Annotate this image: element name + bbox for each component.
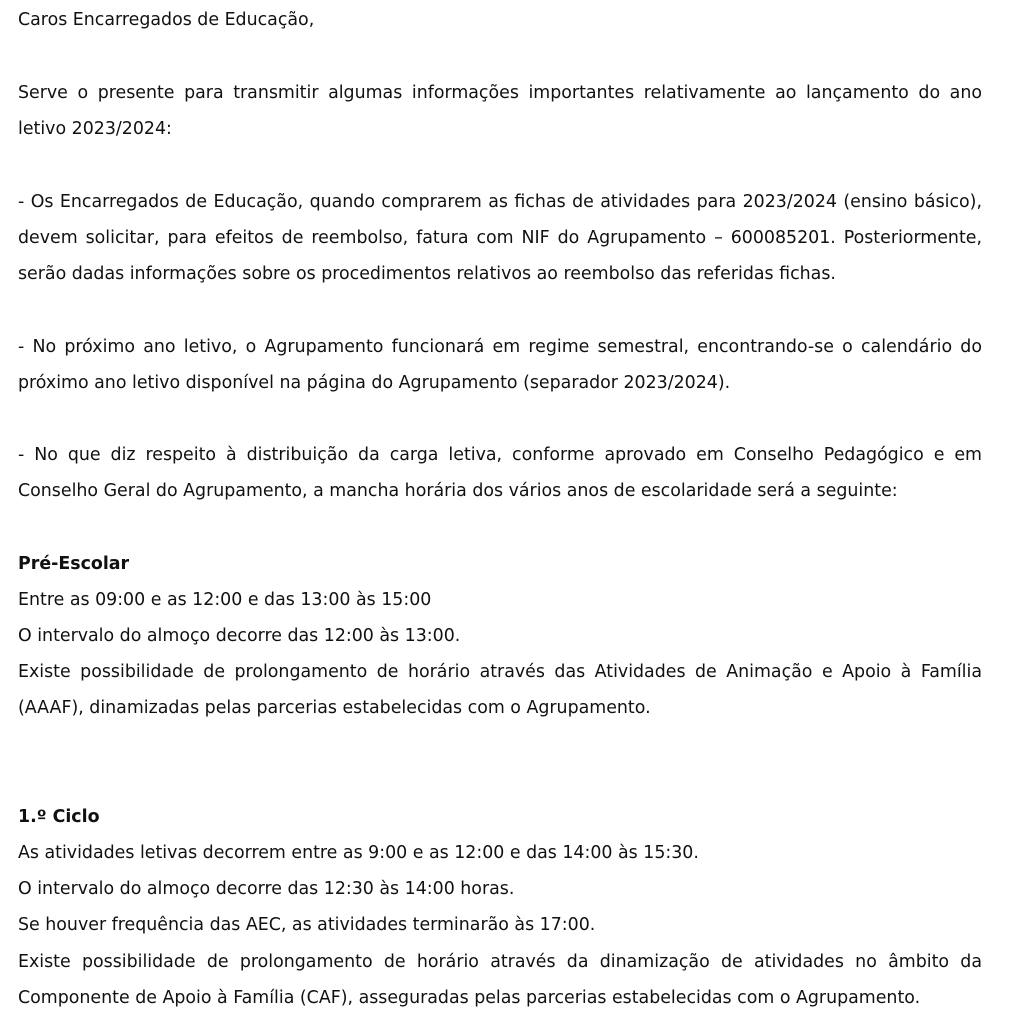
greeting: Caros Encarregados de Educação, <box>18 10 315 30</box>
item-fichas-line-1: - Os Encarregados de Educação, quando comprarem as fichas de atividades para 2023/2024 (ensino básico), <box>18 192 982 212</box>
pre-escolar-line-2: O intervalo do almoço decorre das 12:00 às 13:00. <box>18 626 461 646</box>
primeiro-ciclo-line-4: Existe possibilidade de prolongamento de horário através da dinamização de atividades no âmbito da <box>18 952 982 972</box>
item-carga-line-1: - No que diz respeito à distribuição da carga letiva, conforme aprovado em Conselho Pedagógico e em <box>18 445 982 465</box>
primeiro-ciclo-line-5: Componente de Apoio à Família (CAF), asseguradas pelas parcerias estabelecidas com o Agrupamento. <box>18 988 921 1008</box>
pre-escolar-line-4: (AAAF), dinamizadas pelas parcerias estabelecidas com o Agrupamento. <box>18 698 651 718</box>
primeiro-ciclo-line-1: As atividades letivas decorrem entre as 9:00 e as 12:00 e das 14:00 às 15:30. <box>18 843 699 863</box>
item-fichas-line-3: serão dadas informações sobre os procedimentos relativos ao reembolso das referidas fichas. <box>18 264 836 284</box>
item-carga-line-2: Conselho Geral do Agrupamento, a mancha horária dos vários anos de escolaridade será a seguinte: <box>18 481 898 501</box>
primeiro-ciclo-line-2: O intervalo do almoço decorre das 12:30 às 14:00 horas. <box>18 879 515 899</box>
pre-escolar-line-3: Existe possibilidade de prolongamento de horário através das Atividades de Animação e Apoio à Família <box>18 662 982 682</box>
pre-escolar-line-1: Entre as 09:00 e as 12:00 e das 13:00 às 15:00 <box>18 590 432 610</box>
primeiro-ciclo-line-3: Se houver frequência das AEC, as atividades terminarão às 17:00. <box>18 915 596 935</box>
primeiro-ciclo-heading: 1.º Ciclo <box>18 807 100 827</box>
intro-line-1: Serve o presente para transmitir algumas informações importantes relativamente ao lançamento do ano <box>18 83 982 103</box>
item-regime-line-1: - No próximo ano letivo, o Agrupamento funcionará em regime semestral, encontrando-se o calendário do <box>18 337 982 357</box>
pre-escolar-heading: Pré-Escolar <box>18 554 130 574</box>
item-regime-line-2: próximo ano letivo disponível na página do Agrupamento (separador 2023/2024). <box>18 373 731 393</box>
intro-line-2: letivo 2023/2024: <box>18 119 172 139</box>
item-fichas-line-2: devem solicitar, para efeitos de reembolso, fatura com NIF do Agrupamento – 600085201. Posteriormente, <box>18 228 982 248</box>
